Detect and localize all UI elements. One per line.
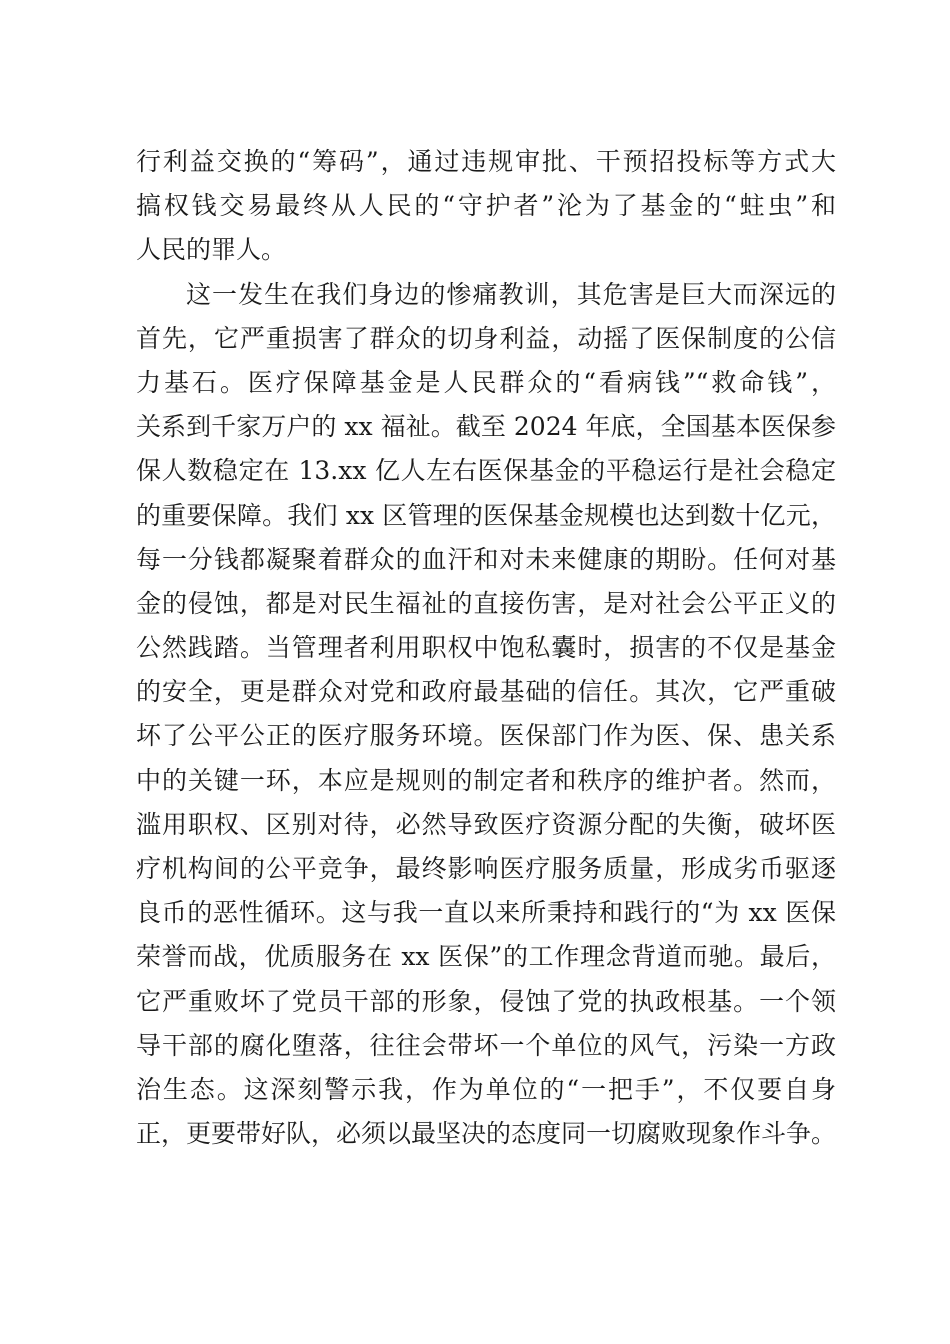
paragraph-2-line: 坏了公平公正的医疗服务环境。医保部门作为医、保、患关系: [136, 721, 836, 751]
paragraph-2-line: 力基石。医疗保障基金是人民群众的“看病钱”“救命钱”，: [136, 367, 836, 397]
paragraph-2-line: 中的关键一环，本应是规则的制定者和秩序的维护者。然而，: [136, 765, 836, 795]
paragraph-2-line: 每一分钱都凝聚着群众的血汗和对未来健康的期盼。任何对基: [136, 544, 836, 574]
paragraph-2-line: 导干部的腐化堕落，往往会带坏一个单位的风气，污染一方政: [136, 1030, 836, 1060]
paragraph-2-line: 正，更要带好队，必须以最坚决的态度同一切腐败现象作斗争。: [136, 1119, 837, 1149]
paragraph-2-line: 金的侵蚀，都是对民生福祉的直接伤害，是对社会公平正义的: [136, 588, 836, 618]
paragraph-2-line: 这一发生在我们身边的惨痛教训，其危害是巨大而深远的: [186, 279, 836, 309]
paragraph-2-line: 良币的恶性循环。这与我一直以来所秉持和践行的“为 xx 医保: [136, 898, 836, 928]
paragraph-1-line: 搞权钱交易最终从人民的“守护者”沦为了基金的“蛀虫”和: [136, 191, 836, 221]
paragraph-2-line: 关系到千家万户的 xx 福祉。截至 2024 年底，全国基本医保参: [136, 412, 836, 442]
paragraph-2-line: 保人数稳定在 13.xx 亿人左右医保基金的平稳运行是社会稳定: [136, 456, 836, 486]
paragraph-2-line: 治生态。这深刻警示我，作为单位的“一把手”，不仅要自身: [136, 1074, 836, 1104]
paragraph-2-line: 荣誉而战，优质服务在 xx 医保”的工作理念背道而驰。最后，: [136, 942, 836, 972]
paragraph-1-line: 人民的罪人。: [136, 235, 287, 265]
paragraph-2-line: 公然践踏。当管理者利用职权中饱私囊时，损害的不仅是基金: [136, 633, 836, 663]
paragraph-2-line: 的安全，更是群众对党和政府最基础的信任。其次，它严重破: [136, 677, 836, 707]
paragraph-2-line: 疗机构间的公平竞争，最终影响医疗服务质量，形成劣币驱逐: [136, 854, 836, 883]
body-text: [136, 140, 836, 1156]
paragraph-1-line: 行利益交换的“筹码”，通过违规审批、干预招投标等方式大: [136, 147, 836, 176]
paragraph-2-line: 滥用职权、区别对待，必然导致医疗资源分配的失衡，破坏医: [136, 809, 836, 839]
paragraph-2-line: 首先，它严重损害了群众的切身利益，动摇了医保制度的公信: [136, 323, 836, 353]
paragraph-2-line: 的重要保障。我们 xx 区管理的医保基金规模也达到数十亿元，: [136, 500, 836, 530]
paragraph-2-line: 它严重败坏了党员干部的形象，侵蚀了党的执政根基。一个领: [136, 986, 836, 1016]
